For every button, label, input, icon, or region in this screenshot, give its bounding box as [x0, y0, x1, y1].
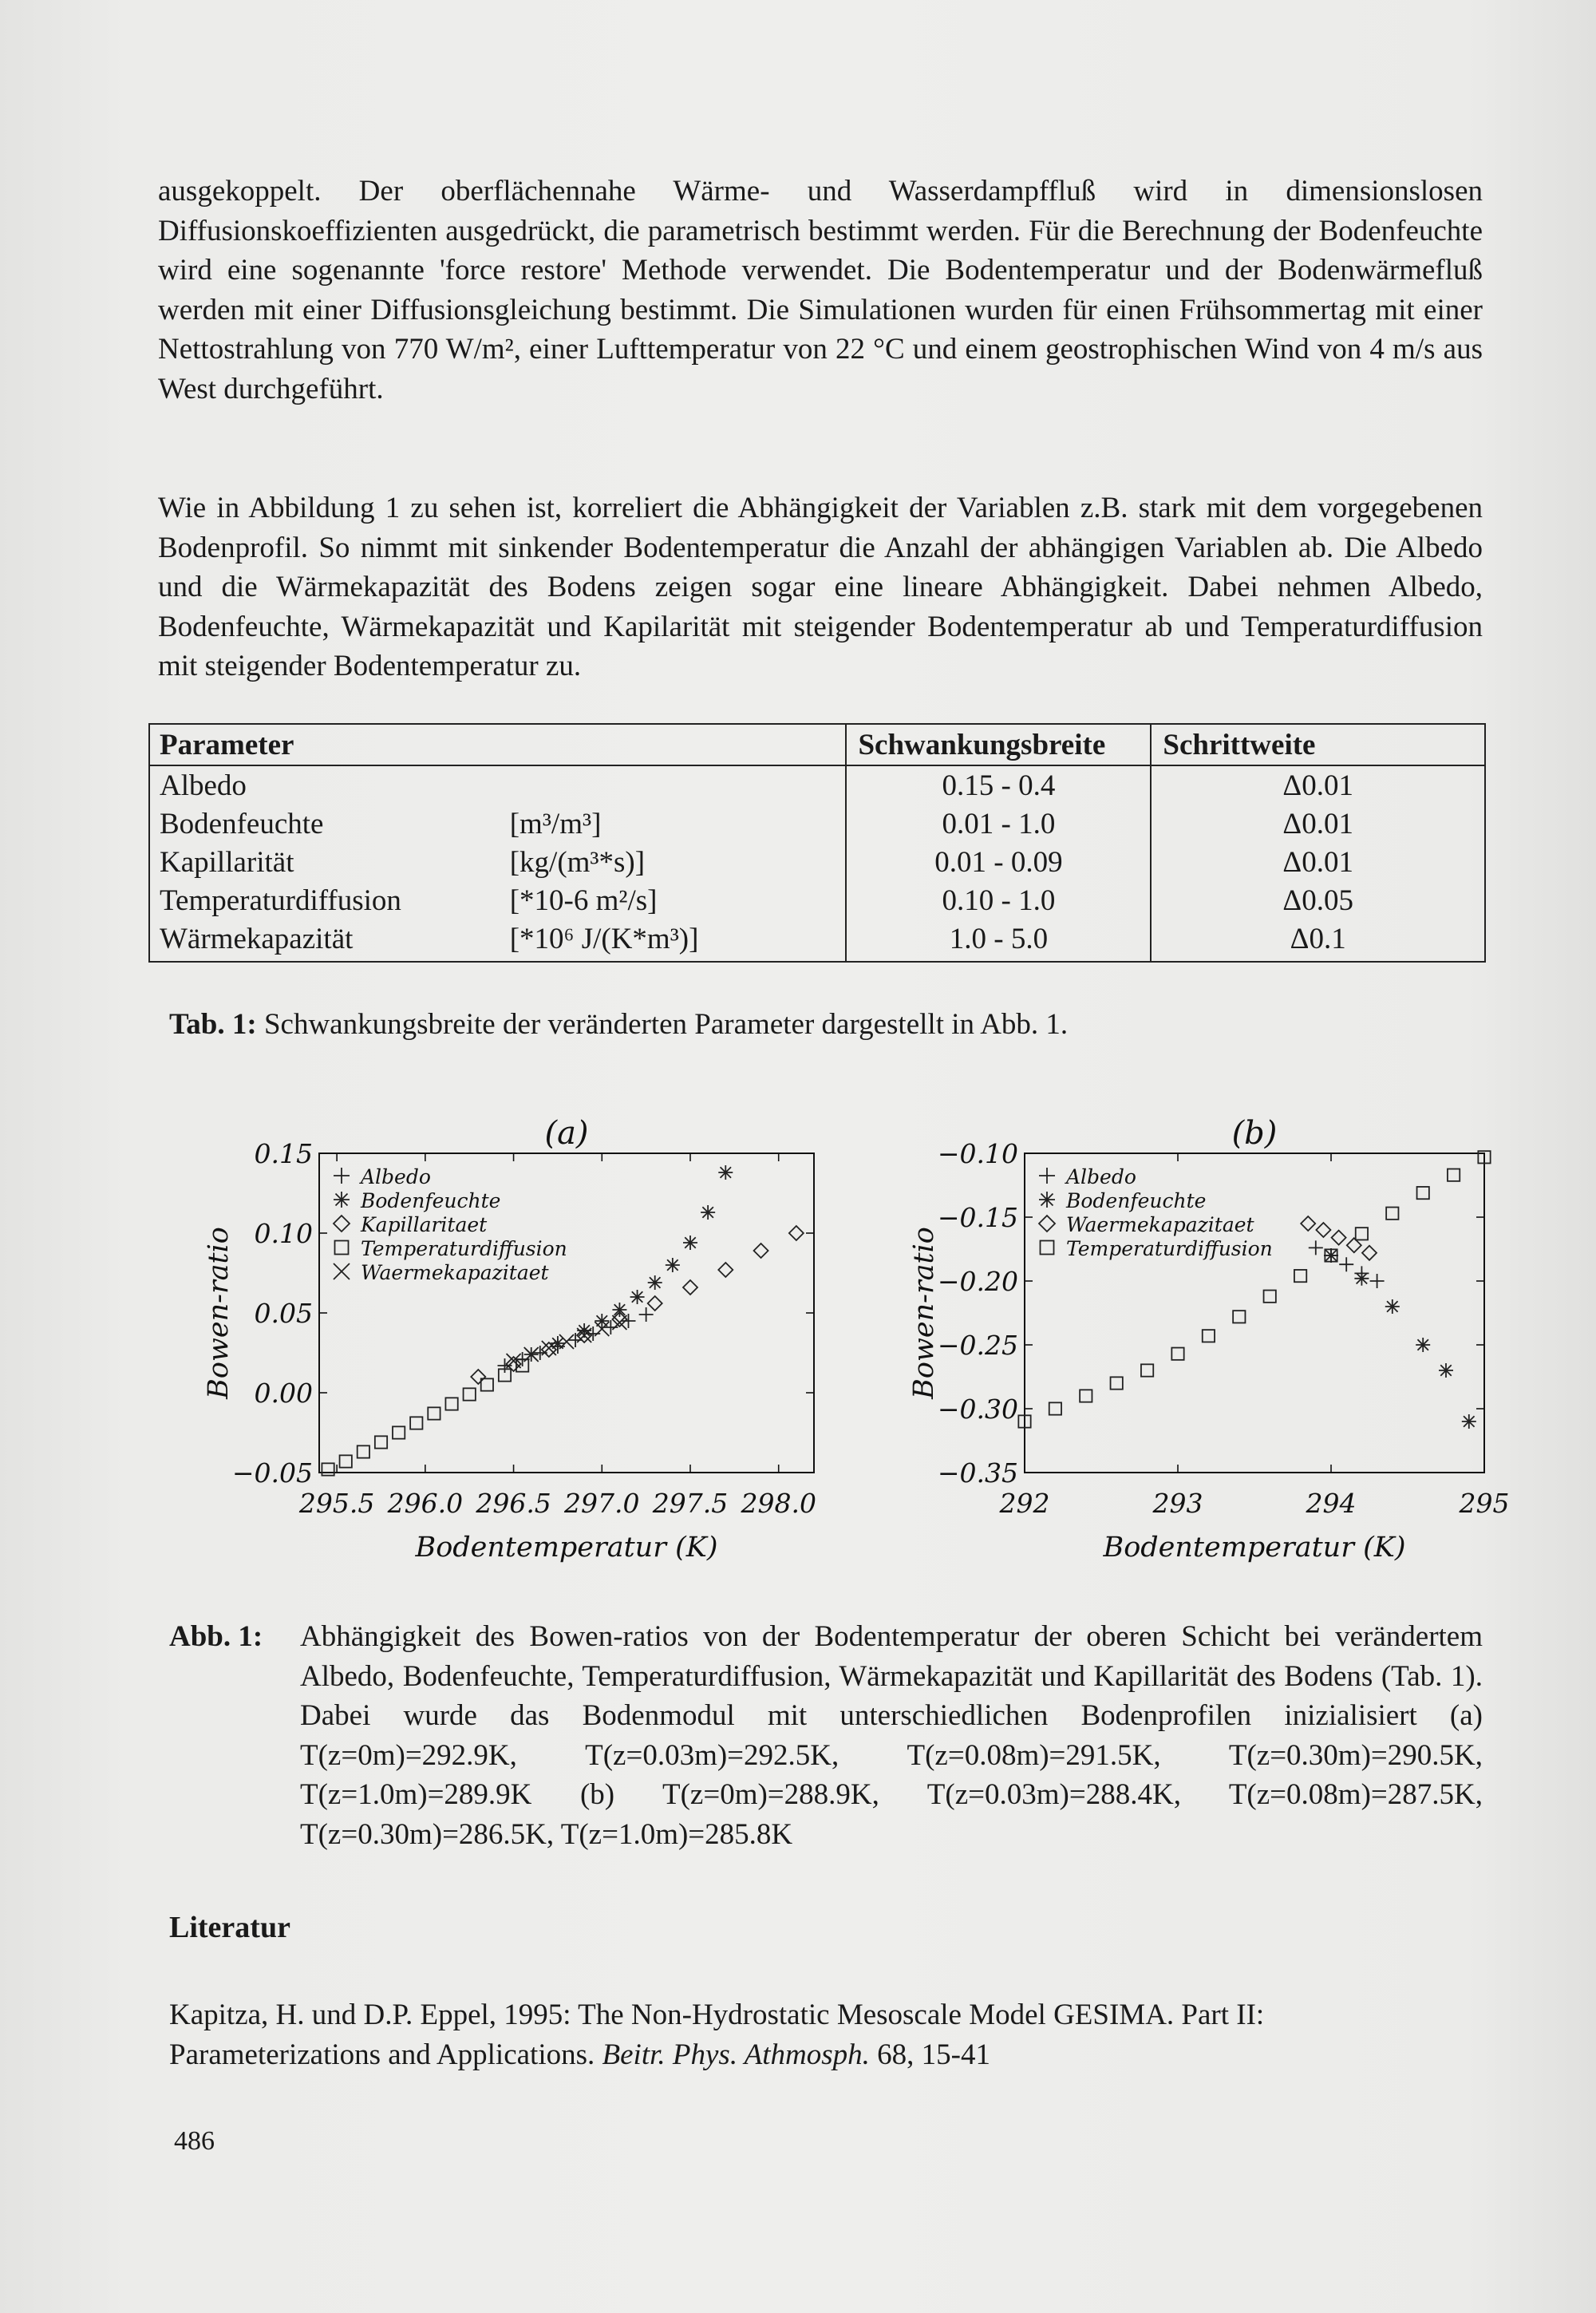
- param-name: Wärmekapazität: [149, 919, 500, 962]
- data-point: [648, 1275, 662, 1290]
- page-number: 486: [174, 2126, 215, 2156]
- data-point: [612, 1303, 626, 1317]
- data-point: [1080, 1390, 1092, 1402]
- figure-caption-text: Abhängigkeit des Bowen-ratios von der Bodentemperatur der oberen Schicht bei verändertem Albedo, Bodenfeuchte, Temperaturdiffusion, Wärmekapazität und Kapillarität des Bodens (Tab. 1). Dabei wurde das Bodenmodul mit unterschiedlichen Bodenprofilen inizialisiert (a) T(z=0m)=292.9K, T(z=0.03m)=292.5K, T(z=0.08m)=291.5K, T(z=0.30m)=290.5K, T(z=1.0m)=289.9K (b) T(z=0m)=288.9K, T(z=0.03m)=288.4K, T(z=0.08m)=287.5K, T(z=0.30m)=286.5K, T(z=1.0m)=285.8K: [300, 1620, 1483, 1851]
- paragraph-1-text: ausgekoppelt. Der oberflächennahe Wärme- und Wasserdampffluß wird in dimensionslosen Diffusionskoeffizienten ausgedrückt, die parametrisch bestimmt werden. Für die Berechnung der Bodenfeuchte wird eine sogenannte 'force restore' Methode verwendet. Die Bodentemperatur und der Bodenwärmefluß werden mit einer Diffusionsgleichung bestimmt. Die Simulationen wurden für einen Frühsommertag mit einer Nettostrahlung von 770 W/m², einer Lufttemperatur von 22 °C und einem geostrophischen Wind von 4 m/s aus West durchgeführt.: [158, 175, 1483, 405]
- x-tick-label: 292: [999, 1488, 1050, 1519]
- data-point: [1049, 1402, 1061, 1414]
- panel-label: (a): [544, 1115, 589, 1152]
- y-axis-label: Bowen-ratio: [908, 1227, 940, 1399]
- param-step: Δ0.05: [1151, 881, 1485, 919]
- header-range: Schwankungsbreite: [846, 724, 1151, 765]
- data-point: [393, 1426, 405, 1438]
- table-row: [149, 919, 1485, 962]
- table-row: [149, 843, 1485, 881]
- y-axis-label: Bowen-ratio: [203, 1227, 235, 1399]
- data-point: [1362, 1246, 1377, 1260]
- table-row: [149, 765, 1485, 805]
- legend-marker: [1041, 1241, 1054, 1255]
- param-unit: [*10-6 m²/s]: [500, 881, 847, 919]
- data-point: [1416, 1338, 1430, 1352]
- data-point: [1301, 1216, 1315, 1231]
- x-axis-label: Bodentemperatur (K): [415, 1532, 718, 1564]
- y-tick-label: 0.05: [254, 1298, 313, 1329]
- data-point: [559, 1334, 574, 1349]
- data-point: [471, 1370, 485, 1384]
- data-point: [1203, 1330, 1215, 1342]
- y-tick-label: −0.10: [937, 1138, 1018, 1169]
- data-point: [428, 1407, 440, 1419]
- data-point: [375, 1436, 387, 1448]
- x-tick-label: 294: [1306, 1488, 1357, 1519]
- data-point: [612, 1315, 626, 1330]
- param-unit: [kg/(m³*s)]: [500, 843, 847, 881]
- param-step: Δ0.01: [1151, 843, 1485, 881]
- data-point: [648, 1296, 662, 1311]
- data-point: [683, 1280, 697, 1295]
- param-range: 0.01 - 0.09: [846, 843, 1151, 881]
- reference-journal: Beitr. Phys. Athmosph.: [602, 2038, 870, 2071]
- table-caption-label: Tab. 1:: [169, 1008, 257, 1041]
- x-tick-label: 296.0: [387, 1488, 464, 1519]
- data-point: [1417, 1187, 1429, 1199]
- data-point: [1370, 1274, 1385, 1288]
- legend-marker: [334, 1168, 350, 1184]
- data-point: [683, 1236, 697, 1250]
- reference-tail: 68, 15-41: [869, 2038, 990, 2071]
- legend-marker: [1039, 1192, 1055, 1208]
- x-tick-label: 296.5: [476, 1488, 551, 1519]
- y-tick-label: 0.10: [254, 1218, 313, 1249]
- paragraph-2: [158, 488, 1483, 686]
- y-tick-label: −0.35: [937, 1457, 1018, 1489]
- data-point: [1356, 1228, 1368, 1240]
- y-tick-label: 0.15: [254, 1138, 313, 1169]
- param-range: 1.0 - 5.0: [846, 919, 1151, 962]
- data-point: [1324, 1248, 1338, 1263]
- literature-heading: Literatur: [169, 1911, 290, 1944]
- y-tick-label: −0.05: [231, 1457, 313, 1489]
- x-tick-label: 297.5: [652, 1488, 729, 1519]
- legend-label: Bodenfeuchte: [1066, 1189, 1207, 1212]
- param-step: Δ0.1: [1151, 919, 1485, 962]
- figure-caption-label: Abb. 1:: [169, 1620, 263, 1653]
- panel-label: (b): [1231, 1115, 1278, 1152]
- parameter-table: [148, 723, 1486, 963]
- param-name: Bodenfeuchte: [149, 805, 500, 843]
- data-point: [1386, 1208, 1398, 1220]
- data-point: [1316, 1223, 1330, 1237]
- x-tick-label: 295: [1459, 1488, 1510, 1519]
- data-point: [666, 1258, 680, 1272]
- data-point: [481, 1378, 493, 1390]
- data-point: [639, 1307, 654, 1322]
- data-point: [340, 1455, 352, 1467]
- data-point: [1339, 1257, 1353, 1271]
- reference-entry: [169, 1995, 1483, 2074]
- x-tick-label: 298.0: [741, 1488, 816, 1519]
- y-tick-label: −0.25: [937, 1330, 1018, 1361]
- header-step: Schrittweite: [1151, 724, 1485, 765]
- header-parameter: Parameter: [149, 724, 846, 765]
- legend-label: Bodenfeuchte: [361, 1189, 501, 1212]
- param-unit: [*10⁶ J/(K*m³)]: [500, 919, 847, 962]
- paragraph-1: [158, 172, 1483, 409]
- table-row: [149, 881, 1485, 919]
- y-tick-label: −0.15: [937, 1202, 1018, 1233]
- data-point: [322, 1463, 334, 1475]
- data-point: [718, 1263, 733, 1277]
- param-name: Temperaturdiffusion: [149, 881, 500, 919]
- legend-marker: [334, 1216, 350, 1232]
- data-point: [358, 1445, 369, 1457]
- y-tick-label: −0.20: [937, 1266, 1018, 1297]
- legend-label: Temperaturdiffusion: [1066, 1237, 1273, 1260]
- data-point: [1332, 1231, 1346, 1245]
- data-point: [1264, 1291, 1276, 1303]
- x-axis-label: Bodentemperatur (K): [1103, 1532, 1406, 1564]
- param-range: 0.10 - 1.0: [846, 881, 1151, 919]
- legend-label: Kapillaritaet: [361, 1213, 488, 1236]
- data-point: [464, 1388, 476, 1400]
- data-point: [445, 1398, 457, 1410]
- x-tick-label: 295.5: [298, 1488, 375, 1519]
- legend-marker: [1039, 1168, 1055, 1184]
- table-body: [149, 765, 1485, 962]
- data-point: [1233, 1311, 1245, 1323]
- data-point: [1294, 1270, 1306, 1282]
- data-point: [1111, 1377, 1123, 1389]
- data-point: [1171, 1348, 1183, 1360]
- legend-marker: [334, 1192, 350, 1208]
- y-tick-label: −0.30: [937, 1394, 1018, 1425]
- x-tick-label: 293: [1152, 1488, 1203, 1519]
- data-point: [630, 1290, 645, 1304]
- table-header-row: [149, 724, 1485, 765]
- data-point: [754, 1243, 768, 1258]
- legend-label: Temperaturdiffusion: [361, 1237, 567, 1260]
- data-point: [1448, 1169, 1460, 1181]
- param-name: Kapillarität: [149, 843, 500, 881]
- data-point: [542, 1342, 556, 1357]
- data-point: [1354, 1271, 1369, 1286]
- param-range: 0.15 - 0.4: [846, 765, 1151, 805]
- data-point: [1462, 1414, 1476, 1429]
- paragraph-2-text: Wie in Abbildung 1 zu sehen ist, korreliert die Abhängigkeit der Variablen z.B. stark mit dem vorgegebenen Bodenprofil. So nimmt mit sinkender Bodentemperatur die Anzahl der abhängigen Variablen ab. Die Albedo und die Wärmekapazität des Bodens zeigen sogar eine lineare Abhängigkeit. Dabei nehmen Albedo, Bodenfeuchte, Wärmekapazität und Kapilarität mit steigender Bodentemperatur ab und Temperaturdiffusion mit steigender Bodentemperatur zu.: [158, 492, 1483, 682]
- legend-marker: [335, 1241, 349, 1255]
- data-point: [1309, 1240, 1323, 1255]
- figure-svg: [160, 1097, 1510, 1592]
- figure-1: [160, 1097, 1510, 1592]
- data-point: [789, 1226, 804, 1240]
- legend-label: Waermekapazitaet: [361, 1261, 549, 1284]
- figure-caption: [169, 1617, 1483, 1854]
- param-unit: [m³/m³]: [500, 805, 847, 843]
- table-caption-text: Schwankungsbreite der veränderten Parameter dargestellt in Abb. 1.: [256, 1008, 1069, 1041]
- data-point: [1141, 1364, 1153, 1376]
- data-point: [595, 1314, 609, 1328]
- legend-label: Waermekapazitaet: [1066, 1213, 1254, 1236]
- data-point: [507, 1354, 521, 1368]
- table-row: [149, 805, 1485, 843]
- param-step: Δ0.01: [1151, 805, 1485, 843]
- legend-label: Albedo: [1066, 1165, 1136, 1188]
- y-tick-label: 0.00: [254, 1378, 313, 1409]
- param-unit: [500, 765, 847, 805]
- legend-label: Albedo: [361, 1165, 431, 1188]
- table-caption: [169, 1007, 1068, 1042]
- legend-marker: [1039, 1216, 1055, 1232]
- data-point: [1439, 1363, 1453, 1378]
- param-name: Albedo: [149, 765, 500, 805]
- param-range: 0.01 - 1.0: [846, 805, 1151, 843]
- legend-marker: [334, 1263, 350, 1279]
- data-point: [1385, 1299, 1400, 1314]
- data-point: [410, 1417, 422, 1429]
- data-point: [701, 1205, 715, 1220]
- x-tick-label: 297.0: [564, 1488, 640, 1519]
- param-step: Δ0.01: [1151, 765, 1485, 805]
- data-point: [718, 1165, 733, 1180]
- reference-text: Kapitza, H. und D.P. Eppel, 1995: The Non-Hydrostatic Mesoscale Model GESIMA. Part II: Parameterizations and Applications.: [169, 1999, 1265, 2071]
